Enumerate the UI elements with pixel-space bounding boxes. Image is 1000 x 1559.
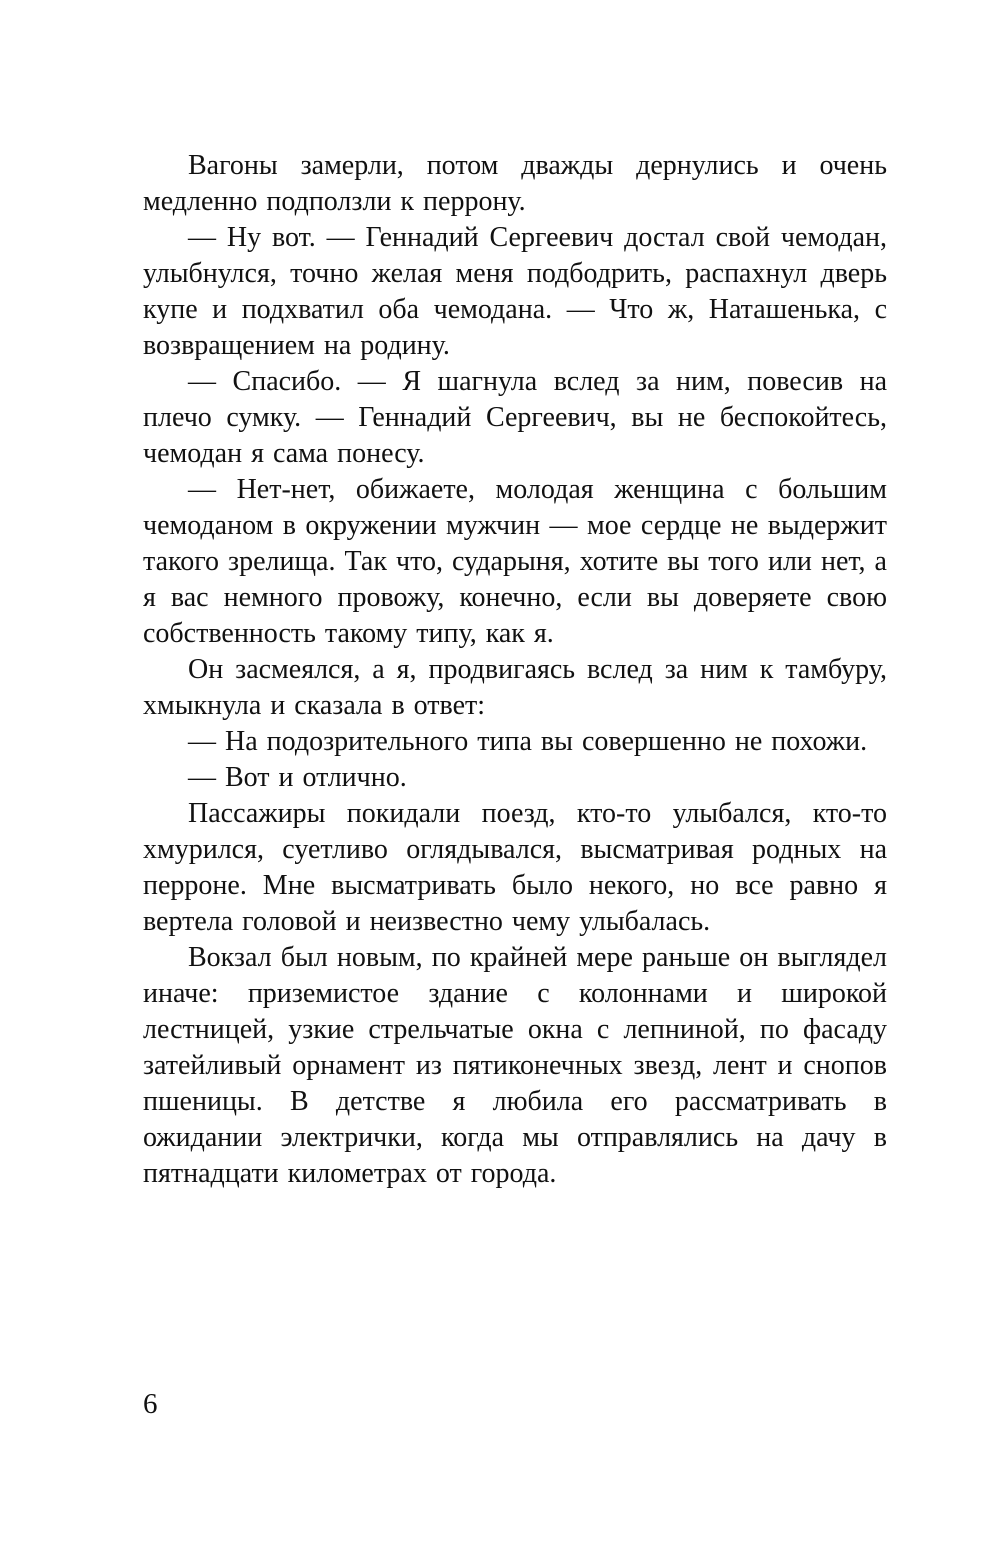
paragraph: — Спасибо. — Я шагнула вслед за ним, повесив на плечо сумку. — Геннадий Сергеевич, вы не беспокойтесь, чемодан я сама понесу. bbox=[143, 366, 887, 469]
page-number: 6 bbox=[143, 1388, 158, 1420]
paragraph: Он засмеялся, а я, продвигаясь вслед за ним к тамбуру, хмыкнула и сказала в ответ: bbox=[143, 654, 887, 721]
paragraph: — Нет-нет, обижаете, молодая женщина с большим чемоданом в окружении мужчин — мое сердце не выдержит такого зрелища. Так что, сударыня, хотите вы того или нет, а я вас немного провожу, конечно, если вы доверяете свою собственность такому типу, как я. bbox=[143, 474, 887, 649]
body-text bbox=[143, 148, 887, 1192]
paragraph: — Вот и отлично. bbox=[188, 762, 407, 793]
paragraph: Вагоны замерли, потом дважды дернулись и очень медленно подползли к перрону. bbox=[143, 150, 887, 217]
paragraph: — Ну вот. — Геннадий Сергеевич достал свой чемодан, улыбнулся, точно желая меня подбодрить, распахнул дверь купе и подхватил оба чемодана. — Что ж, Наташенька, с возвращением на родину. bbox=[143, 222, 887, 361]
paragraph: — На подозрительного типа вы совершенно не похожи. bbox=[188, 726, 868, 757]
paragraph: Вокзал был новым, по крайней мере раньше он выглядел иначе: приземистое здание с колоннами и широкой лестницей, узкие стрельчатые окна с лепниной, по фасаду затейливый орнамент из пятиконечных звезд, лент и снопов пшеницы. В детстве я любила его рассматривать в ожидании электрички, когда мы отправлялись на дачу в пятнадцати километрах от города. bbox=[143, 942, 887, 1189]
paragraph: Пассажиры покидали поезд, кто-то улыбался, кто-то хмурился, суетливо оглядывался, высматривая родных на перроне. Мне высматривать было некого, но все равно я вертела головой и неизвестно чему улыбалась. bbox=[143, 798, 887, 937]
